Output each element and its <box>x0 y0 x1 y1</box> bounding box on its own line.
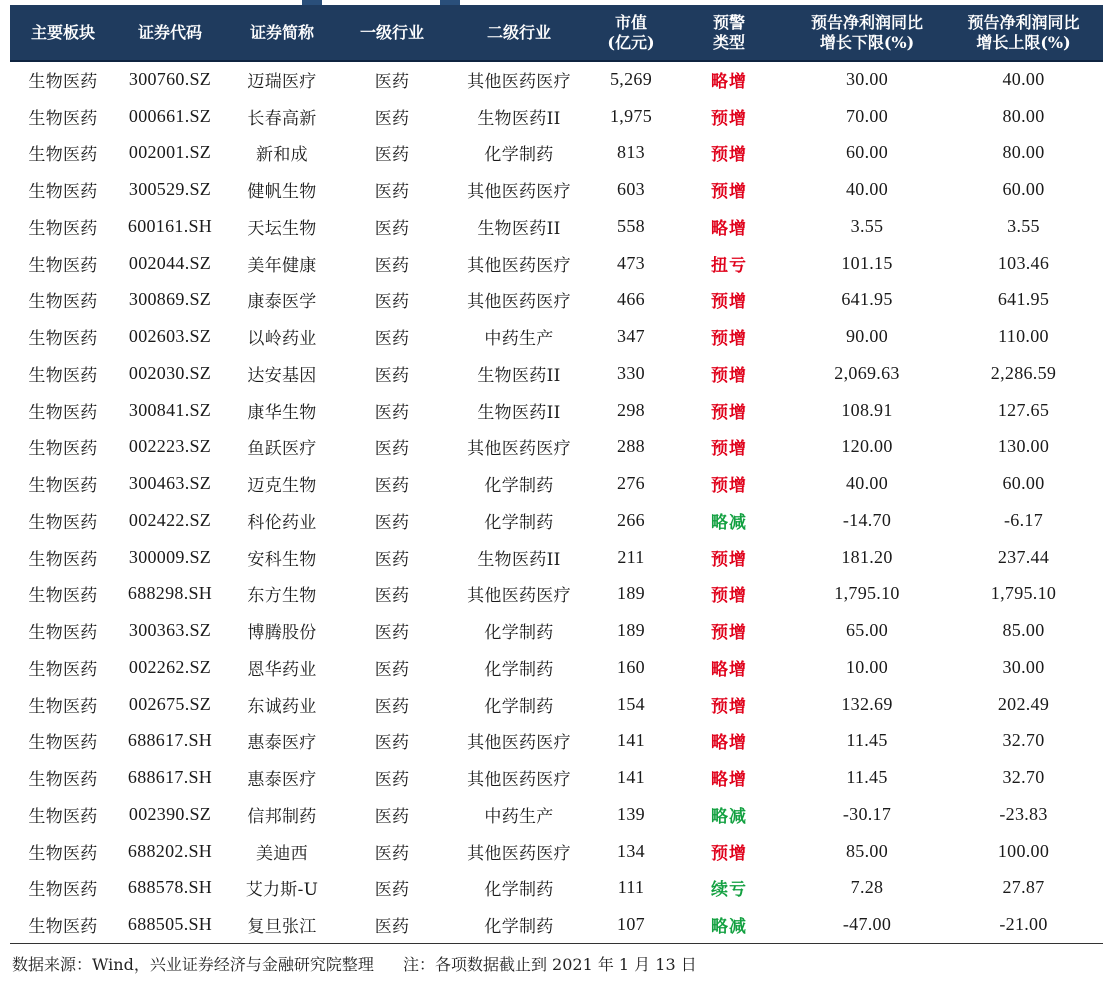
cell-industry-1: 医药 <box>374 365 410 386</box>
cell-sector: 生物医药 <box>28 439 98 460</box>
forecast-table <box>10 5 1103 944</box>
cell-industry-1: 医药 <box>340 906 444 943</box>
cell-industry-2: 化学制药 <box>484 476 554 497</box>
cell-sector: 生物医药 <box>28 806 98 827</box>
table-row <box>10 649 1103 686</box>
cell-market-cap: 160 <box>617 656 645 677</box>
cell-growth-low: 30.00 <box>846 69 888 90</box>
cell-sector: 生物医药 <box>28 512 98 533</box>
cell-warning-type: 预增 <box>711 843 747 864</box>
cell-sector: 生物医药 <box>28 292 98 313</box>
cell-growth-high: 40.00 <box>1002 69 1045 90</box>
cell-growth-low: 85.00 <box>846 840 888 861</box>
cell-code: 688298.SH <box>127 583 213 604</box>
cell-growth-high: 85.00 <box>1002 620 1045 641</box>
cell-code: 300760.SZ <box>128 69 212 90</box>
cell-growth-high: 30.00 <box>1002 656 1045 677</box>
cell-warning-type: 略减 <box>711 806 747 827</box>
cell-industry-1: 医药 <box>374 806 410 827</box>
table-row <box>10 465 1103 502</box>
cell-warning-type: 预增 <box>711 292 747 313</box>
cell-growth-high: 110.00 <box>998 326 1049 347</box>
cell-code: 300529.SZ <box>128 179 212 200</box>
table-row <box>10 870 1103 907</box>
cell-warning-type: 预增 <box>711 439 747 460</box>
cell-code: 002675.SZ <box>128 693 212 714</box>
cell-industry-1: 医药 <box>374 439 410 460</box>
cell-industry-1: 医药 <box>374 623 410 644</box>
cell-market-cap: 288 <box>617 436 645 457</box>
cell-market-cap: 473 <box>617 252 645 273</box>
cell-market-cap: 466 <box>617 289 645 310</box>
cell-name: 康泰医学 <box>247 292 317 313</box>
cell-industry-2: 化学制药 <box>484 623 554 644</box>
cell-growth-low: -30.17 <box>842 803 892 824</box>
cell-market-cap: 276 <box>617 473 645 494</box>
cell-market-cap: 154 <box>617 693 645 714</box>
cell-growth-low: 2,069.63 <box>834 362 900 383</box>
cell-warning-type: 预增 <box>711 549 747 570</box>
cell-sector: 生物医药 <box>28 696 98 717</box>
table-row <box>10 135 1103 172</box>
cell-name: 迈克生物 <box>247 476 317 497</box>
cell-industry-1: 医药 <box>374 476 410 497</box>
cell-sector: 生物医药 <box>28 218 98 239</box>
cell-growth-high: 3.55 <box>1007 215 1040 236</box>
cell-market-cap: 1,975 <box>610 105 652 126</box>
cell-warning-type: 预增 <box>711 476 747 497</box>
table-row <box>10 208 1103 245</box>
cell-code: 002001.SZ <box>128 142 212 163</box>
cell-industry-1: 医药 <box>374 843 410 864</box>
cell-growth-high: 2,286.59 <box>990 362 1057 383</box>
table-row <box>10 171 1103 208</box>
col-header-sector: 主要板块 <box>10 5 116 61</box>
cell-industry-1: 医药 <box>374 145 410 166</box>
cell-code: 002223.SZ <box>128 436 212 457</box>
cell-name: 恩华药业 <box>247 659 317 680</box>
cell-growth-low: -14.70 <box>842 509 892 530</box>
cell-industry-1: 医药 <box>374 182 410 203</box>
cell-code: 600161.SH <box>127 215 213 236</box>
table-row <box>10 318 1103 355</box>
cell-sector: 生物医药 <box>28 108 98 129</box>
cell-name: 东诚药业 <box>247 696 317 717</box>
cell-growth-high: 202.49 <box>997 693 1050 714</box>
cell-growth-high: 60.00 <box>1002 473 1045 494</box>
table-row <box>10 759 1103 796</box>
cell-industry-2: 生物医药II <box>477 218 561 239</box>
table-row <box>10 686 1103 723</box>
source-note: 数据来源：Wind，兴业证券经济与金融研究院整理 <box>12 955 374 974</box>
cell-growth-high: 27.87 <box>1002 877 1045 898</box>
cell-industry-2: 化学制药 <box>484 696 554 717</box>
cell-code: 002603.SZ <box>128 326 212 347</box>
cell-growth-low: 65.00 <box>846 620 888 641</box>
cell-name: 健帆生物 <box>247 182 317 203</box>
cell-code: 688617.SH <box>127 767 213 788</box>
table-row <box>10 98 1103 135</box>
cell-industry-1: 医药 <box>374 292 410 313</box>
cell-market-cap: 211 <box>617 546 645 567</box>
cell-industry-2: 生物医药II <box>477 108 561 129</box>
cell-code: 300009.SZ <box>128 546 212 567</box>
cell-name: 科伦药业 <box>247 512 317 533</box>
cell-growth-low: 40.00 <box>846 179 888 200</box>
cell-market-cap: 347 <box>617 326 645 347</box>
cell-warning-type: 略增 <box>711 770 747 791</box>
cell-warning-type: 预增 <box>711 329 747 350</box>
cell-sector: 生物医药 <box>28 145 98 166</box>
table-row <box>10 355 1103 392</box>
cell-growth-high: 103.46 <box>997 252 1050 273</box>
cell-code: 300463.SZ <box>128 473 212 494</box>
cell-sector: 生物医药 <box>28 329 98 350</box>
cell-growth-high: 60.00 <box>1002 179 1045 200</box>
cell-code: 002030.SZ <box>128 362 212 383</box>
cell-name: 艾力斯-U <box>245 880 319 901</box>
cell-name: 康华生物 <box>247 402 317 423</box>
cell-industry-2: 其他医药医疗 <box>467 439 571 460</box>
cell-industry-1: 医药 <box>374 218 410 239</box>
cell-growth-low: 132.69 <box>841 693 893 714</box>
cell-industry-2: 其他医药医疗 <box>467 586 571 607</box>
cell-name: 复旦张江 <box>224 906 340 943</box>
cell-sector: 生物医药 <box>10 906 116 943</box>
cell-warning-type: 略减 <box>711 512 747 533</box>
date-note: 注：各项数据截止到 2021 年 1 月 13 日 <box>402 955 697 974</box>
cell-sector: 生物医药 <box>28 182 98 203</box>
cell-market-cap: 141 <box>617 730 645 751</box>
cell-name: 美年健康 <box>247 255 317 276</box>
cell-market-cap: 189 <box>617 583 645 604</box>
cell-industry-2: 其他医药医疗 <box>467 733 571 754</box>
cell-growth-high: -6.17 <box>1004 509 1043 530</box>
cell-name: 东方生物 <box>247 586 317 607</box>
table-row <box>10 502 1103 539</box>
cell-sector: 生物医药 <box>28 659 98 680</box>
table-row <box>10 576 1103 613</box>
cell-growth-low: 101.15 <box>841 252 893 273</box>
cell-code: 000661.SZ <box>128 105 212 126</box>
table-row <box>10 392 1103 429</box>
cell-sector: 生物医药 <box>28 770 98 791</box>
cell-code: 300363.SZ <box>128 620 212 641</box>
table-row <box>10 723 1103 760</box>
cell-warning-type: 预增 <box>711 586 747 607</box>
col-header-growth-low: 预告净利润同比 增长下限(%) <box>790 5 944 61</box>
cell-code: 002390.SZ <box>128 803 212 824</box>
cell-market-cap: 134 <box>617 840 645 861</box>
cell-market-cap: 266 <box>617 509 645 530</box>
cell-sector: 生物医药 <box>28 365 98 386</box>
cell-market-cap: 5,269 <box>610 69 652 90</box>
cell-growth-low: 90.00 <box>846 326 888 347</box>
cell-code: 688617.SH <box>127 730 213 751</box>
cell-sector: 生物医药 <box>28 402 98 423</box>
cell-growth-low: 10.00 <box>846 656 888 677</box>
cell-code: 002262.SZ <box>128 656 212 677</box>
table-row <box>10 282 1103 319</box>
cell-growth-low: 120.00 <box>841 436 893 457</box>
cell-code: 300869.SZ <box>128 289 212 310</box>
cell-industry-1: 医药 <box>374 72 410 93</box>
cell-warning-type: 扭亏 <box>711 255 747 276</box>
footnote <box>12 952 1102 975</box>
cell-growth-low: 1,795.10 <box>834 583 900 604</box>
cell-code: 688578.SH <box>127 877 213 898</box>
cell-industry-1: 医药 <box>374 255 410 276</box>
cell-market-cap: 558 <box>617 215 645 236</box>
cell-name: 惠泰医疗 <box>247 770 317 791</box>
cell-warning-type: 预增 <box>711 365 747 386</box>
cell-market-cap: 298 <box>617 399 645 420</box>
cell-growth-high: 127.65 <box>997 399 1050 420</box>
cell-market-cap: 189 <box>617 620 645 641</box>
table-body <box>10 61 1103 943</box>
cell-industry-2: 其他医药医疗 <box>467 255 571 276</box>
cell-growth-low: 108.91 <box>841 399 893 420</box>
cell-sector: 生物医药 <box>28 880 98 901</box>
cell-sector: 生物医药 <box>28 733 98 754</box>
cell-growth-low: 60.00 <box>846 142 888 163</box>
cell-growth-low: 40.00 <box>846 473 888 494</box>
cell-industry-2: 生物医药II <box>477 365 561 386</box>
cell-name: 达安基因 <box>247 365 317 386</box>
cell-warning-type: 预增 <box>711 108 747 129</box>
cell-warning-type: 续亏 <box>711 880 747 901</box>
cell-growth-high: 641.95 <box>997 289 1050 310</box>
cell-market-cap: 141 <box>617 767 645 788</box>
cell-industry-2: 化学制药 <box>484 659 554 680</box>
cell-name: 博腾股份 <box>247 623 317 644</box>
cell-industry-1: 医药 <box>374 770 410 791</box>
cell-growth-low: 641.95 <box>841 289 893 310</box>
table-row <box>10 61 1103 98</box>
cell-growth-low: -47.00 <box>790 906 944 943</box>
cell-name: 长春高新 <box>247 108 317 129</box>
table-row <box>10 906 1103 943</box>
cell-market-cap: 107 <box>594 906 668 943</box>
cell-market-cap: 139 <box>617 803 645 824</box>
cell-growth-low: 70.00 <box>846 105 888 126</box>
cell-growth-low: 11.45 <box>846 730 888 751</box>
cell-industry-2: 生物医药II <box>477 402 561 423</box>
cell-growth-low: 7.28 <box>850 877 884 898</box>
cell-industry-1: 医药 <box>374 549 410 570</box>
cell-name: 信邦制药 <box>247 806 317 827</box>
cell-code: 002422.SZ <box>128 509 212 530</box>
cell-industry-2: 生物医药II <box>477 549 561 570</box>
cell-sector: 生物医药 <box>28 476 98 497</box>
cell-industry-2: 化学制药 <box>484 145 554 166</box>
col-header-warning-type: 预警 类型 <box>668 5 790 61</box>
cell-industry-2: 中药生产 <box>484 329 554 350</box>
cell-name: 安科生物 <box>247 549 317 570</box>
cell-industry-1: 医药 <box>374 880 410 901</box>
cell-code: 688505.SH <box>116 906 224 943</box>
cell-industry-1: 医药 <box>374 402 410 423</box>
cell-growth-high: 32.70 <box>1002 730 1045 751</box>
table-row <box>10 539 1103 576</box>
col-header-code: 证券代码 <box>116 5 224 61</box>
col-header-industry-2: 二级行业 <box>444 5 594 61</box>
cell-warning-type: 预增 <box>711 145 747 166</box>
cell-market-cap: 111 <box>617 877 645 898</box>
col-header-industry-1: 一级行业 <box>340 5 444 61</box>
cell-growth-high: 1,795.10 <box>990 583 1057 604</box>
cell-sector: 生物医药 <box>28 843 98 864</box>
cell-growth-low: 3.55 <box>850 215 884 236</box>
cell-industry-2: 化学制药 <box>444 906 594 943</box>
cell-growth-high: 237.44 <box>997 546 1050 567</box>
cell-name: 天坛生物 <box>247 218 317 239</box>
cell-industry-1: 医药 <box>374 329 410 350</box>
cell-warning-type: 略增 <box>711 659 747 680</box>
cell-industry-2: 其他医药医疗 <box>467 292 571 313</box>
cell-growth-high: 32.70 <box>1002 767 1045 788</box>
cell-industry-2: 其他医药医疗 <box>467 770 571 791</box>
cell-industry-2: 其他医药医疗 <box>467 72 571 93</box>
cell-name: 鱼跃医疗 <box>247 439 317 460</box>
cell-growth-high: 80.00 <box>1002 142 1045 163</box>
cell-industry-2: 化学制药 <box>484 880 554 901</box>
cell-industry-2: 中药生产 <box>484 806 554 827</box>
cell-industry-1: 医药 <box>374 696 410 717</box>
cell-name: 以岭药业 <box>247 329 317 350</box>
cell-warning-type: 预增 <box>711 182 747 203</box>
table-row <box>10 796 1103 833</box>
cell-industry-1: 医药 <box>374 586 410 607</box>
cell-growth-high: 100.00 <box>997 840 1050 861</box>
cell-sector: 生物医药 <box>28 586 98 607</box>
cell-warning-type: 略减 <box>668 906 790 943</box>
cell-warning-type: 预增 <box>711 696 747 717</box>
cell-sector: 生物医药 <box>28 255 98 276</box>
cell-market-cap: 603 <box>617 179 645 200</box>
cell-growth-low: 181.20 <box>841 546 893 567</box>
table-header-row <box>10 5 1103 61</box>
table-row <box>10 833 1103 870</box>
cell-warning-type: 略增 <box>711 72 747 93</box>
col-header-name: 证券简称 <box>224 5 340 61</box>
cell-growth-high: 80.00 <box>1002 105 1045 126</box>
cell-sector: 生物医药 <box>28 549 98 570</box>
table-row <box>10 429 1103 466</box>
cell-sector: 生物医药 <box>28 623 98 644</box>
cell-growth-low: 11.45 <box>846 767 888 788</box>
table-row <box>10 612 1103 649</box>
cell-industry-1: 医药 <box>374 733 410 754</box>
cell-code: 002044.SZ <box>128 252 212 273</box>
cell-code: 688202.SH <box>127 840 213 861</box>
cell-warning-type: 预增 <box>711 623 747 644</box>
cell-code: 300841.SZ <box>128 399 212 420</box>
cell-growth-high: -21.00 <box>944 906 1103 943</box>
cell-name: 美迪西 <box>256 843 308 864</box>
cell-growth-high: -23.83 <box>999 803 1048 824</box>
cell-industry-1: 医药 <box>374 659 410 680</box>
cell-industry-1: 医药 <box>374 108 410 129</box>
cell-sector: 生物医药 <box>28 72 98 93</box>
table-row <box>10 245 1103 282</box>
cell-industry-2: 其他医药医疗 <box>467 843 571 864</box>
cell-warning-type: 略增 <box>711 218 747 239</box>
cell-industry-1: 医药 <box>374 512 410 533</box>
cell-industry-2: 化学制药 <box>484 512 554 533</box>
col-header-market-cap: 市值 (亿元) <box>594 5 668 61</box>
cell-market-cap: 330 <box>617 362 645 383</box>
cell-industry-2: 其他医药医疗 <box>467 182 571 203</box>
cell-name: 迈瑞医疗 <box>247 72 317 93</box>
cell-warning-type: 略增 <box>711 733 747 754</box>
cell-growth-high: 130.00 <box>997 436 1050 457</box>
cell-name: 新和成 <box>256 145 308 166</box>
cell-name: 惠泰医疗 <box>247 733 317 754</box>
col-header-growth-high: 预告净利润同比 增长上限(%) <box>944 5 1103 61</box>
cell-market-cap: 813 <box>617 142 645 163</box>
cell-warning-type: 预增 <box>711 402 747 423</box>
